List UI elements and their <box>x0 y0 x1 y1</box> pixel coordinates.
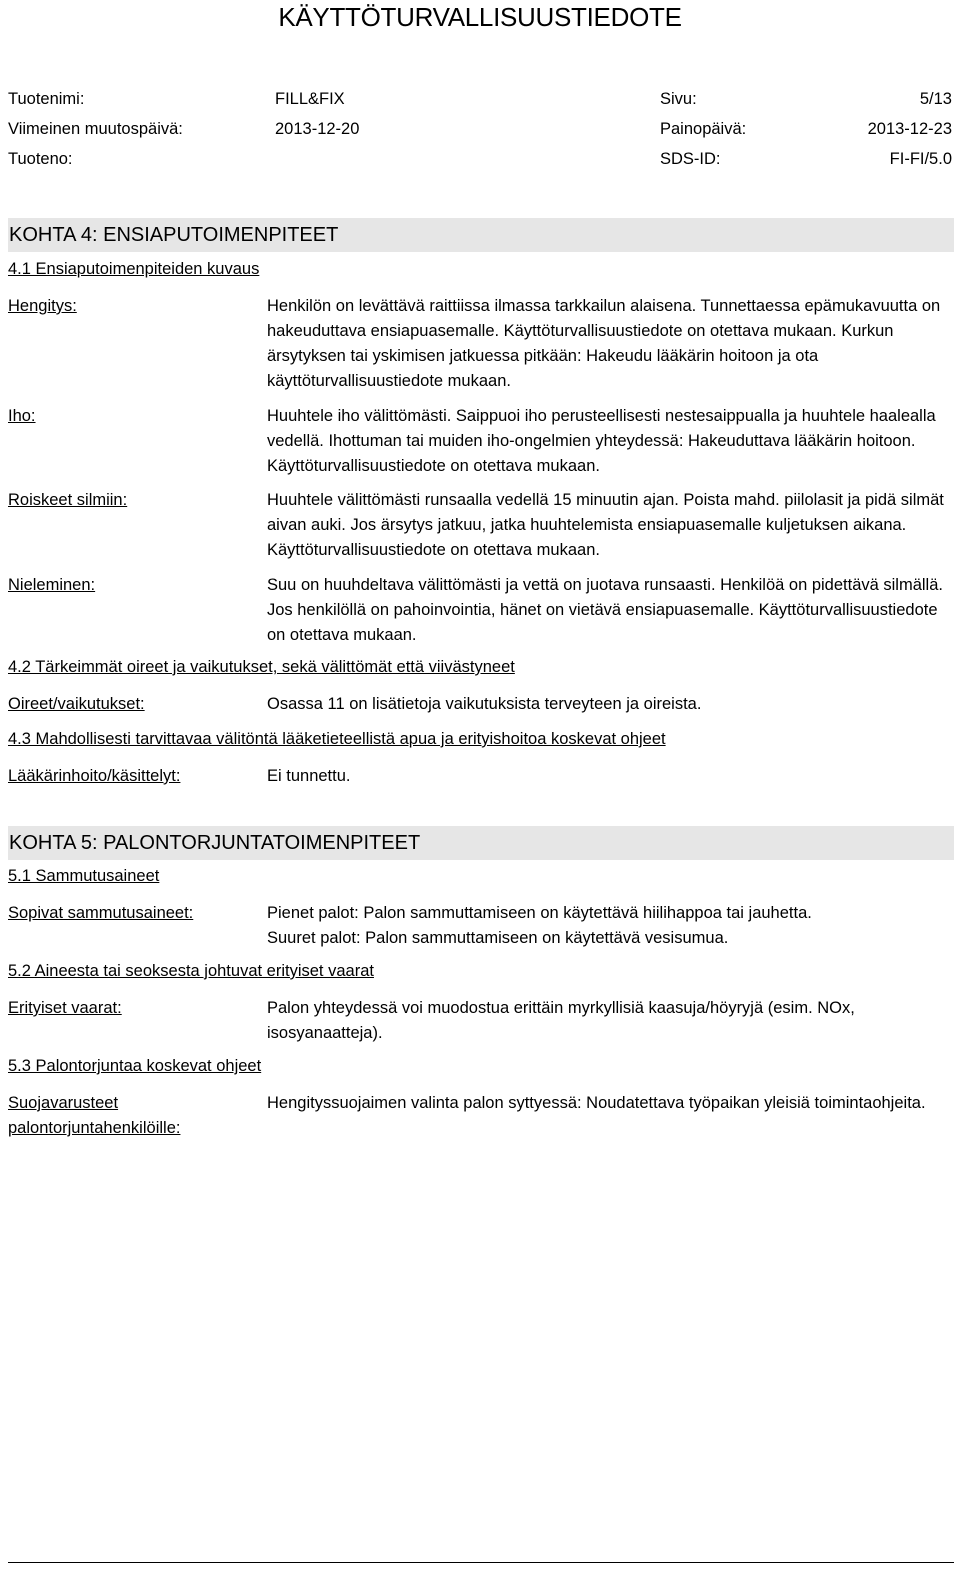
label-special-hazards: Erityiset vaarat: <box>8 999 122 1017</box>
header-label-product-number: Tuoteno: <box>8 150 73 168</box>
header-label-sds-id: SDS-ID: <box>660 150 721 168</box>
header-label-print-date: Painopäivä: <box>660 120 747 138</box>
subsection-4-3-title: 4.3 Mahdollisesti tarvittavaa välitöntä lääketieteellistä apua ja erityishoitoa koskevat ohjeet <box>8 730 666 748</box>
header-value-page: 5/13 <box>919 90 952 108</box>
header-row-ids <box>8 150 952 172</box>
label-eye-contact: Roiskeet silmiin: <box>8 491 128 509</box>
text-large-fires: Suuret palot: Palon sammuttamiseen on käytettävä vesisumua. <box>267 929 729 947</box>
section-5-header: KOHTA 5: PALONTORJUNTATOIMENPITEET <box>8 826 954 860</box>
text-eye-contact: Huuhtele välittömästi runsaalla vedellä 15 minuutin ajan. Poista mahd. piilolasit ja pidä silmät aivan auki. Jos ärsytys jatkuu, jatka huuhtelemista ensiapuasemalle kuljetuksen aikana. Käyttöturvallisuustiedote on otettava mukaan. <box>267 491 944 559</box>
header-label-page: Sivu: <box>660 90 697 108</box>
text-extinguishing-media <box>267 901 957 951</box>
header-row-dates <box>8 120 952 142</box>
footer-divider <box>8 1562 954 1563</box>
label-ingestion: Nieleminen: <box>8 576 96 594</box>
subsection-5-2-title: 5.2 Aineesta tai seoksesta johtuvat erityiset vaarat <box>8 962 374 980</box>
text-special-hazards: Palon yhteydessä voi muodostua erittäin myrkyllisiä kaasuja/höyryjä (esim. NOx, isosyanaatteja). <box>267 999 855 1042</box>
subsection-4-2-title: 4.2 Tärkeimmät oireet ja vaikutukset, sekä välittömät että viivästyneet <box>8 658 515 676</box>
header-value-product-name: FILL&FIX <box>275 90 345 108</box>
text-ingestion: Suu on huuhdeltava välittömästi ja vettä on juotava runsaasti. Henkilöä on pidettävä silmällä. Jos henkilöllä on pahoinvointia, hänet on vietävä ensiapuasemalle. Käyttöturvallisuustiedote on otettava mukaan. <box>267 576 943 644</box>
header-value-print-date: 2013-12-23 <box>867 120 952 138</box>
subsection-5-1-title: 5.1 Sammutusaineet <box>8 867 160 885</box>
label-firefighter-protection <box>8 1091 180 1141</box>
header-row-product <box>8 90 952 112</box>
label-firefighter-protection-line2: palontorjuntahenkilöille: <box>8 1119 181 1137</box>
subsection-5-3-title: 5.3 Palontorjuntaa koskevat ohjeet <box>8 1057 262 1075</box>
label-extinguishing-media: Sopivat sammutusaineet: <box>8 904 194 922</box>
header-value-revision-date: 2013-12-20 <box>275 120 360 138</box>
label-skin: Iho: <box>8 407 36 425</box>
section-4-header: KOHTA 4: ENSIAPUTOIMENPITEET <box>8 218 954 252</box>
label-inhalation: Hengitys: <box>8 297 77 315</box>
document-title: KÄYTTÖTURVALLISUUSTIEDOTE <box>278 2 682 32</box>
text-inhalation: Henkilön on levättävä raittiissa ilmassa tarkkailun alaisena. Tunnettaessa epämukavuutta on hakeuduttava ensiapuasemalle. Käyttöturvallisuustiedote on otettava mukaan. Kurkun ärsytyksen tai yskimisen jatkuessa pitkään: Hakeudu lääkärin hoitoon ja ota käyttöturvallisuustiedote mukaan. <box>267 297 941 390</box>
text-symptoms: Osassa 11 on lisätietoja vaikutuksista terveyteen ja oireista. <box>267 695 702 713</box>
text-skin: Huuhtele iho välittömästi. Saippuoi iho perusteellisesti nestesaippualla ja huuhtele haalealla vedellä. Ihottuman tai muiden iho-ongelmien yhteydessä: Hakeuduttava lääkärin hoitoon. Käyttöturvallisuustiedote on otettava mukaan. <box>267 407 936 475</box>
header-label-product-name: Tuotenimi: <box>8 90 85 108</box>
text-medical-treatment: Ei tunnettu. <box>267 767 351 785</box>
header-label-revision-date: Viimeinen muutospäivä: <box>8 120 183 138</box>
text-firefighter-protection: Hengityssuojaimen valinta palon syttyessä: Noudatettava työpaikan yleisiä toimintaohjeita. <box>267 1094 926 1112</box>
label-firefighter-protection-line1: Suojavarusteet <box>8 1094 119 1112</box>
subsection-4-1-title: 4.1 Ensiaputoimenpiteiden kuvaus <box>8 260 260 278</box>
label-medical-treatment: Lääkärinhoito/käsittelyt: <box>8 767 181 785</box>
header-value-sds-id: FI-FI/5.0 <box>889 150 952 168</box>
label-symptoms: Oireet/vaikutukset: <box>8 695 145 713</box>
text-small-fires: Pienet palot: Palon sammuttamiseen on käytettävä hiilihappoa tai jauhetta. <box>267 904 812 922</box>
